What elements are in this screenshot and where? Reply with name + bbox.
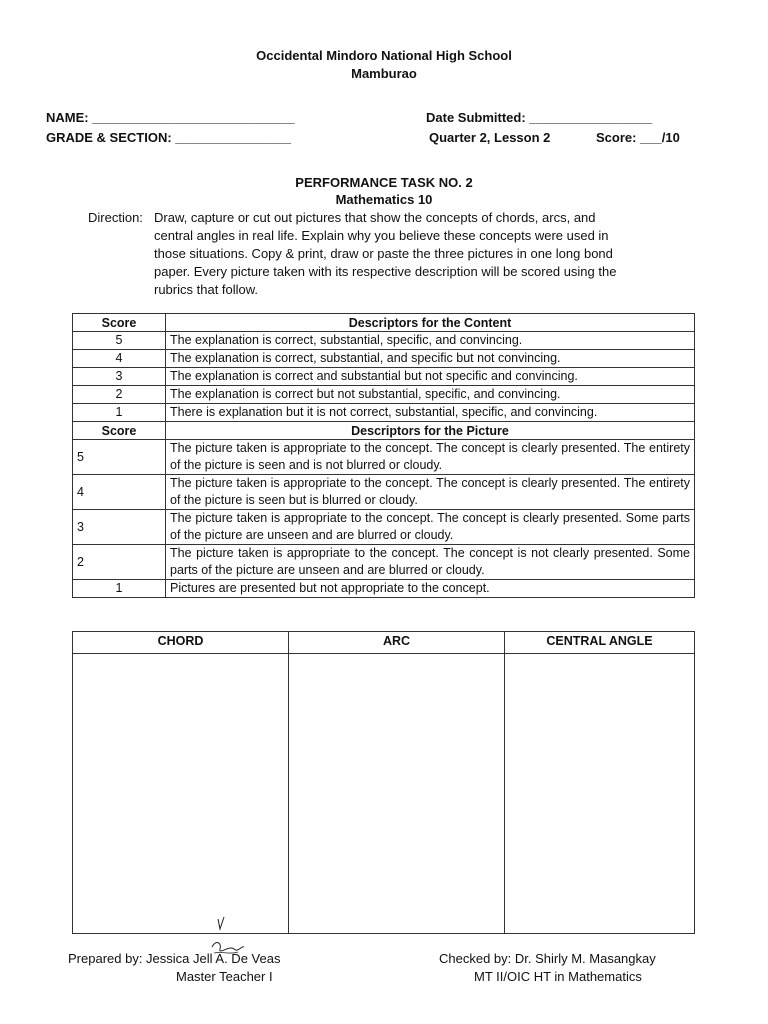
score-cell: 1	[73, 580, 166, 598]
score-header: Score	[73, 314, 166, 332]
direction-label: Direction:	[88, 210, 143, 225]
descriptor-cell: Pictures are presented but not appropriate to the concept.	[166, 580, 695, 598]
arc-cell[interactable]	[289, 654, 505, 934]
name-field: NAME: ____________________________	[46, 110, 295, 125]
score-cell: 3	[73, 510, 166, 545]
score-cell: 2	[73, 386, 166, 404]
content-descriptor-header: Descriptors for the Content	[166, 314, 695, 332]
table-row	[73, 350, 695, 368]
descriptor-cell: The explanation is correct and substantial but not specific and convincing.	[166, 368, 695, 386]
direction-line: central angles in real life. Explain why you believe these concepts were used in	[154, 228, 609, 243]
table-row	[73, 404, 695, 422]
table-row	[73, 332, 695, 350]
table-row	[73, 510, 695, 545]
descriptor-cell: The picture taken is appropriate to the concept. The concept is clearly presented. Some parts of the picture are unseen and are blurred or cloudy.	[166, 510, 695, 545]
concepts-header-row	[73, 632, 695, 654]
checked-by: Checked by: Dr. Shirly M. Masangkay	[439, 951, 656, 966]
date-submitted-field: Date Submitted: _________________	[426, 110, 653, 125]
table-row	[73, 440, 695, 475]
task-subject: Mathematics 10	[335, 192, 433, 207]
direction-line: rubrics that follow.	[154, 282, 259, 297]
school-name: Occidental Mindoro National High School	[256, 48, 512, 63]
descriptor-cell: The picture taken is appropriate to the concept. The concept is not clearly presented. Some parts of the picture are unseen and are blurred or cloudy.	[166, 545, 695, 580]
score-cell: 1	[73, 404, 166, 422]
central-angle-header: CENTRAL ANGLE	[505, 632, 695, 654]
picture-descriptor-header: Descriptors for the Picture	[166, 422, 695, 440]
table-row	[73, 545, 695, 580]
direction-line: Draw, capture or cut out pictures that show the concepts of chords, arcs, and	[154, 210, 596, 225]
score-field: Score: ___/10	[596, 130, 680, 145]
checked-title: MT II/OIC HT in Mathematics	[474, 969, 642, 984]
school-location: Mamburao	[351, 66, 417, 81]
table-row	[73, 368, 695, 386]
score-cell: 4	[73, 475, 166, 510]
descriptor-cell: The explanation is correct, substantial, and specific but not convincing.	[166, 350, 695, 368]
prepared-by: Prepared by: Jessica Jell A. De Veas	[68, 951, 281, 966]
score-cell: 5	[73, 440, 166, 475]
table-row	[73, 580, 695, 598]
descriptor-cell: The explanation is correct but not substantial, specific, and convincing.	[166, 386, 695, 404]
direction-line: those situations. Copy & print, draw or paste the three pictures in one long bond	[154, 246, 613, 261]
table-row	[73, 386, 695, 404]
score-cell: 3	[73, 368, 166, 386]
descriptor-cell: The explanation is correct, substantial, specific, and convincing.	[166, 332, 695, 350]
table-row	[73, 475, 695, 510]
picture-header-row	[73, 422, 695, 440]
direction-text	[154, 209, 688, 299]
content-header-row	[73, 314, 695, 332]
grade-section-field: GRADE & SECTION: ________________	[46, 130, 291, 145]
chord-cell[interactable]	[73, 654, 289, 934]
task-title: PERFORMANCE TASK NO. 2	[295, 175, 473, 190]
prepared-title: Master Teacher I	[176, 969, 273, 984]
concepts-body-row	[73, 654, 695, 934]
score-cell: 5	[73, 332, 166, 350]
direction-line: paper. Every picture taken with its respective description will be scored using the	[154, 264, 617, 279]
descriptor-cell: There is explanation but it is not correct, substantial, specific, and convincing.	[166, 404, 695, 422]
rubric-table	[72, 313, 695, 598]
score-header: Score	[73, 422, 166, 440]
chord-header: CHORD	[73, 632, 289, 654]
concepts-table	[72, 631, 695, 934]
quarter-lesson: Quarter 2, Lesson 2	[429, 130, 551, 145]
descriptor-cell: The picture taken is appropriate to the concept. The concept is clearly presented. The entirety of the picture is seen but is blurred or cloudy.	[166, 475, 695, 510]
score-cell: 2	[73, 545, 166, 580]
descriptor-cell: The picture taken is appropriate to the concept. The concept is clearly presented. The entirety of the picture is seen and is not blurred or cloudy.	[166, 440, 695, 475]
central-angle-cell[interactable]	[505, 654, 695, 934]
arc-header: ARC	[289, 632, 505, 654]
score-cell: 4	[73, 350, 166, 368]
